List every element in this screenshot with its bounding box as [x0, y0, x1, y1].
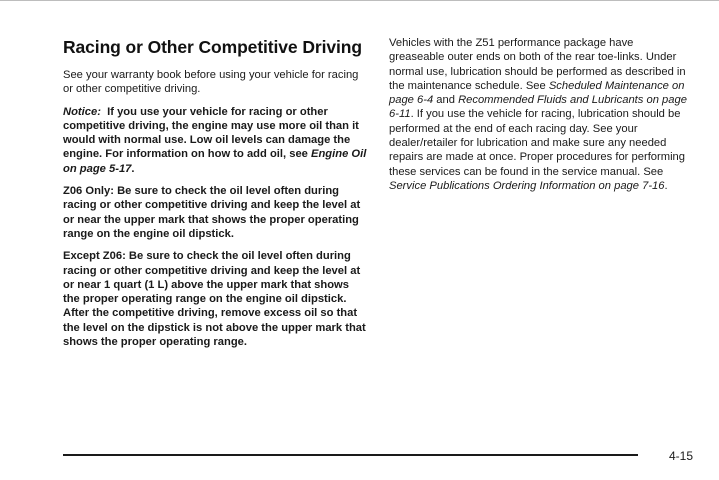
page-number: 4-15 — [669, 449, 694, 463]
right-column — [389, 36, 689, 201]
z51-paragraph — [389, 36, 689, 193]
section-heading: Racing or Other Competitive Driving — [63, 37, 362, 57]
z51-text-2: . If you use the vehicle for racing, lubrication should be performed at the end of each racing day. See your dealer/retailer for lubrication and make sure any needed repairs are made at once. Proper procedures for performing these services can be found in the service manual. See — [389, 108, 685, 178]
z51-text-1: Vehicles with the Z51 performance package have greaseable outer ends on both of the rear toe-links. Under normal use, lubrication should be performed as described in the maintenance schedule. See — [389, 37, 686, 92]
left-column — [63, 36, 368, 357]
z51-end: . — [664, 179, 668, 192]
scheduled-maintenance-reference: Scheduled Maintenance on page 6-4 — [389, 79, 685, 107]
notice-paragraph — [63, 105, 368, 176]
top-rule — [0, 0, 719, 1]
footer-rule — [63, 454, 638, 456]
notice-end: . — [131, 162, 135, 175]
intro-paragraph: See your warranty book before using your vehicle for racing or other competitive driving. — [63, 69, 359, 96]
notice-text: If you use your vehicle for racing or other competitive driving, the engine may use more oil than it would with normal use. Low oil levels can damage the engine. For information on how to add oil, see — [63, 105, 359, 161]
service-publications-reference: Service Publications Ordering Information on page 7-16 — [389, 179, 665, 192]
except-z06-paragraph: Except Z06: Be sure to check the oil level often during racing or other competitive driving and keep the level at or near 1 quart (1 L) above the upper mark that shows the proper operating range on the engine oil dipstick. After the competitive driving, remove excess oil so that the level on the dipstick is not above the upper mark that shows the proper operating range. — [63, 250, 366, 349]
recommended-fluids-reference: Recommended Fluids and Lubricants on page 6-11 — [389, 94, 687, 121]
notice-reference: Engine Oil on page 5-17 — [63, 148, 367, 175]
z06-only-paragraph: Z06 Only: Be sure to check the oil level often during racing or other competitive driving and keep the level at or near the upper mark that shows the proper operating range on the engine oil dipstick. — [63, 185, 361, 240]
notice-label: Notice: — [63, 105, 101, 118]
and-word: and — [436, 94, 455, 107]
